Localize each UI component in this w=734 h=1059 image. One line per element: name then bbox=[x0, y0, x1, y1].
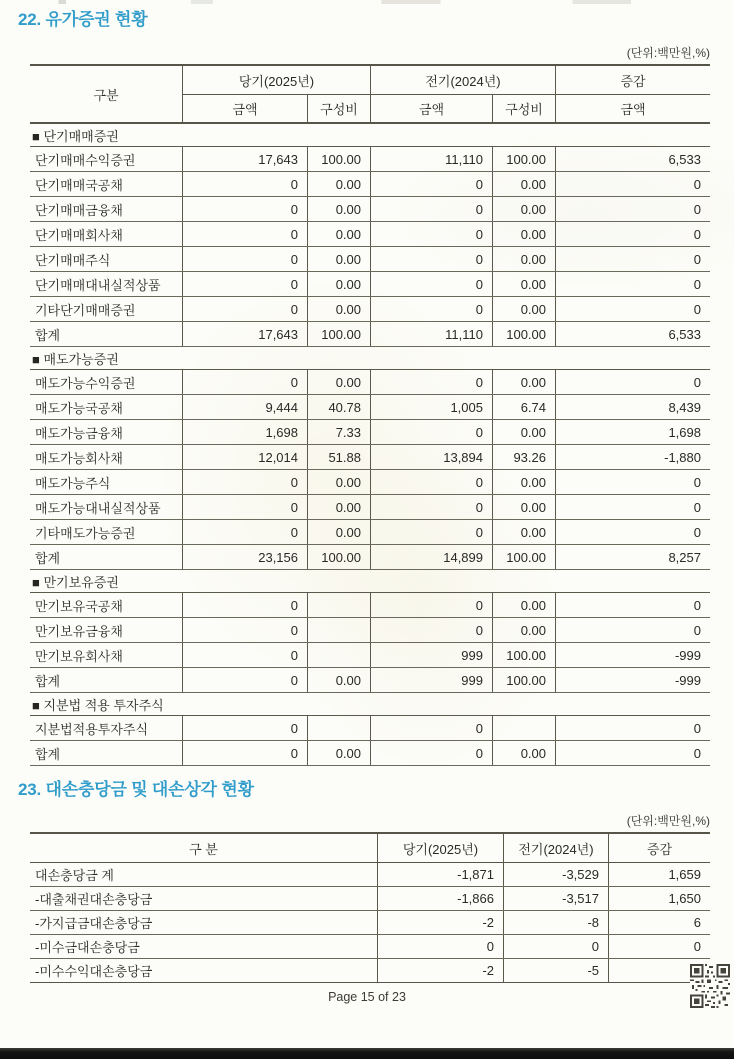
cell-current-amount: 0 bbox=[182, 495, 307, 519]
cell-label: 만기보유국공채 bbox=[35, 598, 123, 614]
cell-current-ratio: 100.00 bbox=[307, 322, 370, 346]
cell-current-ratio: 0.00 bbox=[307, 222, 370, 246]
table-row bbox=[30, 668, 710, 693]
cell-previous-amount: 0 bbox=[503, 935, 608, 958]
cell-current-amount: 17,643 bbox=[182, 322, 307, 346]
cell-label: 단기매매금융채 bbox=[35, 202, 123, 218]
cell-previous-amount: 0 bbox=[370, 297, 492, 321]
cell-previous-amount: 1,005 bbox=[370, 395, 492, 419]
cell-previous-ratio: 0.00 bbox=[492, 520, 555, 544]
section-label-available-for-sale: ■ 매도가능증권 bbox=[32, 351, 119, 367]
cell-previous-ratio: 0.00 bbox=[492, 247, 555, 271]
cell-current-amount: 0 bbox=[182, 197, 307, 221]
cell-current-amount: 17,643 bbox=[182, 147, 307, 171]
equity-method-rows bbox=[30, 715, 710, 766]
table-row bbox=[30, 147, 710, 172]
cell-label: 단기매매주식 bbox=[35, 252, 111, 268]
securities-table-header bbox=[30, 64, 710, 124]
table-row bbox=[30, 495, 710, 520]
cell-change-amount: 0 bbox=[555, 197, 710, 221]
cell-previous-amount: -3,529 bbox=[503, 863, 608, 886]
table-row bbox=[30, 911, 710, 935]
cell-current-amount: 0 bbox=[182, 172, 307, 196]
cell-previous-ratio: 100.00 bbox=[492, 643, 555, 667]
cell-current-amount: 0 bbox=[182, 741, 307, 765]
cell-label: -미수금대손충당금 bbox=[35, 940, 140, 955]
subheader-ratio-previous: 구성비 bbox=[492, 94, 555, 122]
table-row bbox=[30, 716, 710, 741]
table-row bbox=[30, 322, 710, 347]
table-row bbox=[30, 643, 710, 668]
subheader-amount-previous: 금액 bbox=[370, 94, 492, 122]
cell-label: 만기보유회사채 bbox=[35, 648, 123, 664]
cell-current-ratio: 0.00 bbox=[307, 247, 370, 271]
cell-previous-amount: 0 bbox=[370, 222, 492, 246]
table-row bbox=[30, 370, 710, 395]
allowance-table bbox=[30, 832, 710, 983]
cell-current-ratio: 100.00 bbox=[307, 545, 370, 569]
cell-label: 만기보유금융채 bbox=[35, 623, 123, 639]
cell-current-amount: -1,871 bbox=[377, 863, 503, 886]
cell-previous-amount: 0 bbox=[370, 741, 492, 765]
cell-label: 매도가능국공채 bbox=[35, 400, 123, 416]
cell-label: 매도가능대내실적상품 bbox=[35, 500, 161, 516]
header-previous-period: 전기(2024년) bbox=[503, 834, 608, 862]
cell-change-amount: 1,698 bbox=[555, 420, 710, 444]
cell-previous-ratio bbox=[492, 716, 555, 740]
cell-change-amount: 0 bbox=[555, 593, 710, 617]
cell-label: 지분법적용투자주식 bbox=[35, 721, 149, 737]
cell-previous-ratio: 0.00 bbox=[492, 618, 555, 642]
cell-current-amount: 0 bbox=[182, 668, 307, 692]
cell-change-amount: 8,439 bbox=[555, 395, 710, 419]
cell-label: 매도가능주식 bbox=[35, 475, 111, 491]
cell-previous-ratio: 100.00 bbox=[492, 545, 555, 569]
cell-change-amount: 0 bbox=[555, 716, 710, 740]
cell-previous-ratio: 0.00 bbox=[492, 370, 555, 394]
cell-change-amount: 6 bbox=[608, 911, 710, 934]
cell-change-amount: 0 bbox=[555, 520, 710, 544]
cell-current-amount: -2 bbox=[377, 959, 503, 982]
cell-previous-amount: 13,894 bbox=[370, 445, 492, 469]
table-row bbox=[30, 520, 710, 545]
cell-current-amount: 0 bbox=[182, 297, 307, 321]
cell-label: -대출채권대손충당금 bbox=[35, 892, 153, 907]
scan-bottom-bar bbox=[0, 1048, 734, 1059]
cell-previous-ratio: 100.00 bbox=[492, 147, 555, 171]
cell-current-amount: 0 bbox=[182, 643, 307, 667]
cell-current-ratio: 0.00 bbox=[307, 297, 370, 321]
cell-label: 합계 bbox=[35, 550, 61, 566]
cell-previous-ratio: 93.26 bbox=[492, 445, 555, 469]
cell-previous-amount: -8 bbox=[503, 911, 608, 934]
table-row bbox=[30, 197, 710, 222]
cell-previous-amount: 0 bbox=[370, 520, 492, 544]
cell-current-amount: 0 bbox=[377, 935, 503, 958]
cell-previous-amount: 0 bbox=[370, 172, 492, 196]
cell-current-amount: 0 bbox=[182, 272, 307, 296]
cell-current-amount: -2 bbox=[377, 911, 503, 934]
header-category: 구 분 bbox=[189, 841, 218, 857]
table-row bbox=[30, 420, 710, 445]
cell-previous-amount: 0 bbox=[370, 197, 492, 221]
section-22-title: 22. 유가증권 현황 bbox=[18, 10, 148, 29]
table-row bbox=[30, 863, 710, 887]
table-row bbox=[30, 545, 710, 570]
header-current-period: 당기(2025년) bbox=[182, 66, 370, 94]
trading-securities-rows bbox=[30, 146, 710, 347]
cell-current-ratio: 0.00 bbox=[307, 668, 370, 692]
cell-change-amount: 1,650 bbox=[608, 887, 710, 910]
cell-label: 매도가능금융채 bbox=[35, 425, 123, 441]
section-23-title: 23. 대손충당금 및 대손상각 현황 bbox=[18, 780, 254, 799]
table-row bbox=[30, 959, 710, 983]
header-current-period: 당기(2025년) bbox=[377, 834, 503, 862]
cell-change-amount: 0 bbox=[555, 247, 710, 271]
cell-previous-ratio: 0.00 bbox=[492, 197, 555, 221]
cell-current-ratio: 0.00 bbox=[307, 741, 370, 765]
cell-label: 기타매도가능증권 bbox=[35, 525, 136, 541]
cell-label: 기타단기매매증권 bbox=[35, 302, 136, 318]
cell-previous-amount: 11,110 bbox=[370, 147, 492, 171]
cell-label: 단기매매회사채 bbox=[35, 227, 123, 243]
cell-current-ratio bbox=[307, 643, 370, 667]
cell-current-ratio: 0.00 bbox=[307, 370, 370, 394]
cell-previous-amount: 0 bbox=[370, 716, 492, 740]
cell-previous-amount: 0 bbox=[370, 495, 492, 519]
table-row bbox=[30, 172, 710, 197]
cell-change-amount: -1,880 bbox=[555, 445, 710, 469]
cell-change-amount: 0 bbox=[555, 618, 710, 642]
cell-current-ratio: 0.00 bbox=[307, 520, 370, 544]
cell-previous-ratio: 0.00 bbox=[492, 172, 555, 196]
cell-current-amount: 9,444 bbox=[182, 395, 307, 419]
cell-current-ratio: 7.33 bbox=[307, 420, 370, 444]
unit-note-allowance: (단위:백만원,%) bbox=[626, 814, 710, 828]
cell-current-ratio: 0.00 bbox=[307, 197, 370, 221]
cell-label: 대손충당금 계 bbox=[35, 868, 114, 883]
cell-previous-amount: 0 bbox=[370, 247, 492, 271]
cell-current-ratio: 0.00 bbox=[307, 172, 370, 196]
header-change: 증감 bbox=[608, 834, 710, 862]
cell-label: -가지급금대손충당금 bbox=[35, 916, 153, 931]
cell-previous-amount: 0 bbox=[370, 470, 492, 494]
cell-change-amount: 0 bbox=[555, 272, 710, 296]
cell-current-ratio: 0.00 bbox=[307, 495, 370, 519]
cell-change-amount: 6,533 bbox=[555, 322, 710, 346]
cell-current-amount: 0 bbox=[182, 716, 307, 740]
cell-change-amount: 6,533 bbox=[555, 147, 710, 171]
cell-current-ratio bbox=[307, 716, 370, 740]
cell-current-ratio: 40.78 bbox=[307, 395, 370, 419]
table-row bbox=[30, 222, 710, 247]
cell-current-amount: -1,866 bbox=[377, 887, 503, 910]
table-row bbox=[30, 887, 710, 911]
cell-change-amount: 8,257 bbox=[555, 545, 710, 569]
held-to-maturity-rows bbox=[30, 592, 710, 693]
cell-previous-amount: 0 bbox=[370, 420, 492, 444]
cell-previous-amount: 999 bbox=[370, 643, 492, 667]
table-row bbox=[30, 741, 710, 766]
cell-previous-amount: 0 bbox=[370, 593, 492, 617]
cell-previous-ratio: 0.00 bbox=[492, 297, 555, 321]
cell-label: 합계 bbox=[35, 746, 61, 762]
cell-change-amount: 0 bbox=[555, 495, 710, 519]
cell-label: 단기매매수익증권 bbox=[35, 152, 136, 168]
cell-change-amount: 0 bbox=[555, 297, 710, 321]
cell-previous-ratio: 0.00 bbox=[492, 420, 555, 444]
cell-label: 단기매매국공채 bbox=[35, 177, 123, 193]
cell-change-amount: 0 bbox=[608, 935, 710, 958]
cell-previous-ratio: 0.00 bbox=[492, 593, 555, 617]
cell-change-amount: 0 bbox=[555, 370, 710, 394]
cell-previous-amount: 14,899 bbox=[370, 545, 492, 569]
cell-current-amount: 1,698 bbox=[182, 420, 307, 444]
cell-previous-ratio: 0.00 bbox=[492, 470, 555, 494]
cell-current-ratio bbox=[307, 618, 370, 642]
cell-previous-ratio: 100.00 bbox=[492, 322, 555, 346]
page-number: Page 15 of 23 bbox=[328, 990, 406, 1004]
cell-previous-ratio: 100.00 bbox=[492, 668, 555, 692]
cell-label: 단기매매대내실적상품 bbox=[35, 277, 161, 293]
table-row bbox=[30, 618, 710, 643]
cell-change-amount: 0 bbox=[555, 470, 710, 494]
cell-current-amount: 23,156 bbox=[182, 545, 307, 569]
cell-current-amount: 0 bbox=[182, 370, 307, 394]
subheader-ratio-current: 구성비 bbox=[307, 94, 370, 122]
cell-previous-ratio: 0.00 bbox=[492, 272, 555, 296]
cell-current-amount: 0 bbox=[182, 222, 307, 246]
cell-current-amount: 12,014 bbox=[182, 445, 307, 469]
cell-current-amount: 0 bbox=[182, 520, 307, 544]
cell-change-amount: 0 bbox=[555, 741, 710, 765]
qr-code-icon bbox=[690, 964, 730, 1008]
cell-previous-amount: 0 bbox=[370, 618, 492, 642]
table-row bbox=[30, 297, 710, 322]
cell-previous-amount: -3,517 bbox=[503, 887, 608, 910]
table-row bbox=[30, 445, 710, 470]
table-row bbox=[30, 272, 710, 297]
subheader-amount-change: 금액 bbox=[555, 94, 710, 122]
header-category: 구분 bbox=[93, 87, 119, 103]
scan-noise-strip bbox=[0, 0, 734, 4]
cell-change-amount: 0 bbox=[555, 172, 710, 196]
table-row bbox=[30, 935, 710, 959]
cell-previous-ratio: 6.74 bbox=[492, 395, 555, 419]
unit-note-securities: (단위:백만원,%) bbox=[626, 46, 710, 60]
cell-current-ratio: 0.00 bbox=[307, 470, 370, 494]
allowance-table-header bbox=[30, 832, 710, 863]
table-row bbox=[30, 593, 710, 618]
cell-label: 합계 bbox=[35, 327, 61, 343]
cell-label: 매도가능수익증권 bbox=[35, 375, 136, 391]
available-for-sale-rows bbox=[30, 369, 710, 570]
securities-table bbox=[30, 64, 710, 766]
cell-current-amount: 0 bbox=[182, 247, 307, 271]
cell-change-amount: 1,659 bbox=[608, 863, 710, 886]
section-label-trading: ■ 단기매매증권 bbox=[32, 128, 119, 144]
subheader-amount-current: 금액 bbox=[182, 94, 307, 122]
cell-current-amount: 0 bbox=[182, 618, 307, 642]
cell-change-amount: -999 bbox=[555, 668, 710, 692]
cell-previous-amount: 0 bbox=[370, 370, 492, 394]
cell-change-amount: 0 bbox=[555, 222, 710, 246]
cell-label: 합계 bbox=[35, 673, 61, 689]
table-row bbox=[30, 470, 710, 495]
table-row bbox=[30, 395, 710, 420]
allowance-rows bbox=[30, 863, 710, 983]
cell-current-ratio: 0.00 bbox=[307, 272, 370, 296]
cell-current-ratio bbox=[307, 593, 370, 617]
table-row bbox=[30, 247, 710, 272]
cell-label: 매도가능회사채 bbox=[35, 450, 123, 466]
cell-label: -미수수익대손충당금 bbox=[35, 964, 153, 979]
cell-current-amount: 0 bbox=[182, 593, 307, 617]
cell-current-ratio: 100.00 bbox=[307, 147, 370, 171]
header-previous-period: 전기(2024년) bbox=[370, 66, 555, 94]
cell-change-amount: -999 bbox=[555, 643, 710, 667]
cell-previous-amount: 0 bbox=[370, 272, 492, 296]
header-change: 증감 bbox=[555, 66, 710, 94]
section-label-held-to-maturity: ■ 만기보유증권 bbox=[32, 574, 119, 590]
cell-previous-amount: 999 bbox=[370, 668, 492, 692]
section-label-equity-method: ■ 지분법 적용 투자주식 bbox=[32, 697, 164, 713]
cell-previous-amount: -5 bbox=[503, 959, 608, 982]
cell-previous-ratio: 0.00 bbox=[492, 222, 555, 246]
cell-current-amount: 0 bbox=[182, 470, 307, 494]
cell-previous-ratio: 0.00 bbox=[492, 741, 555, 765]
cell-current-ratio: 51.88 bbox=[307, 445, 370, 469]
cell-previous-amount: 11,110 bbox=[370, 322, 492, 346]
cell-previous-ratio: 0.00 bbox=[492, 495, 555, 519]
